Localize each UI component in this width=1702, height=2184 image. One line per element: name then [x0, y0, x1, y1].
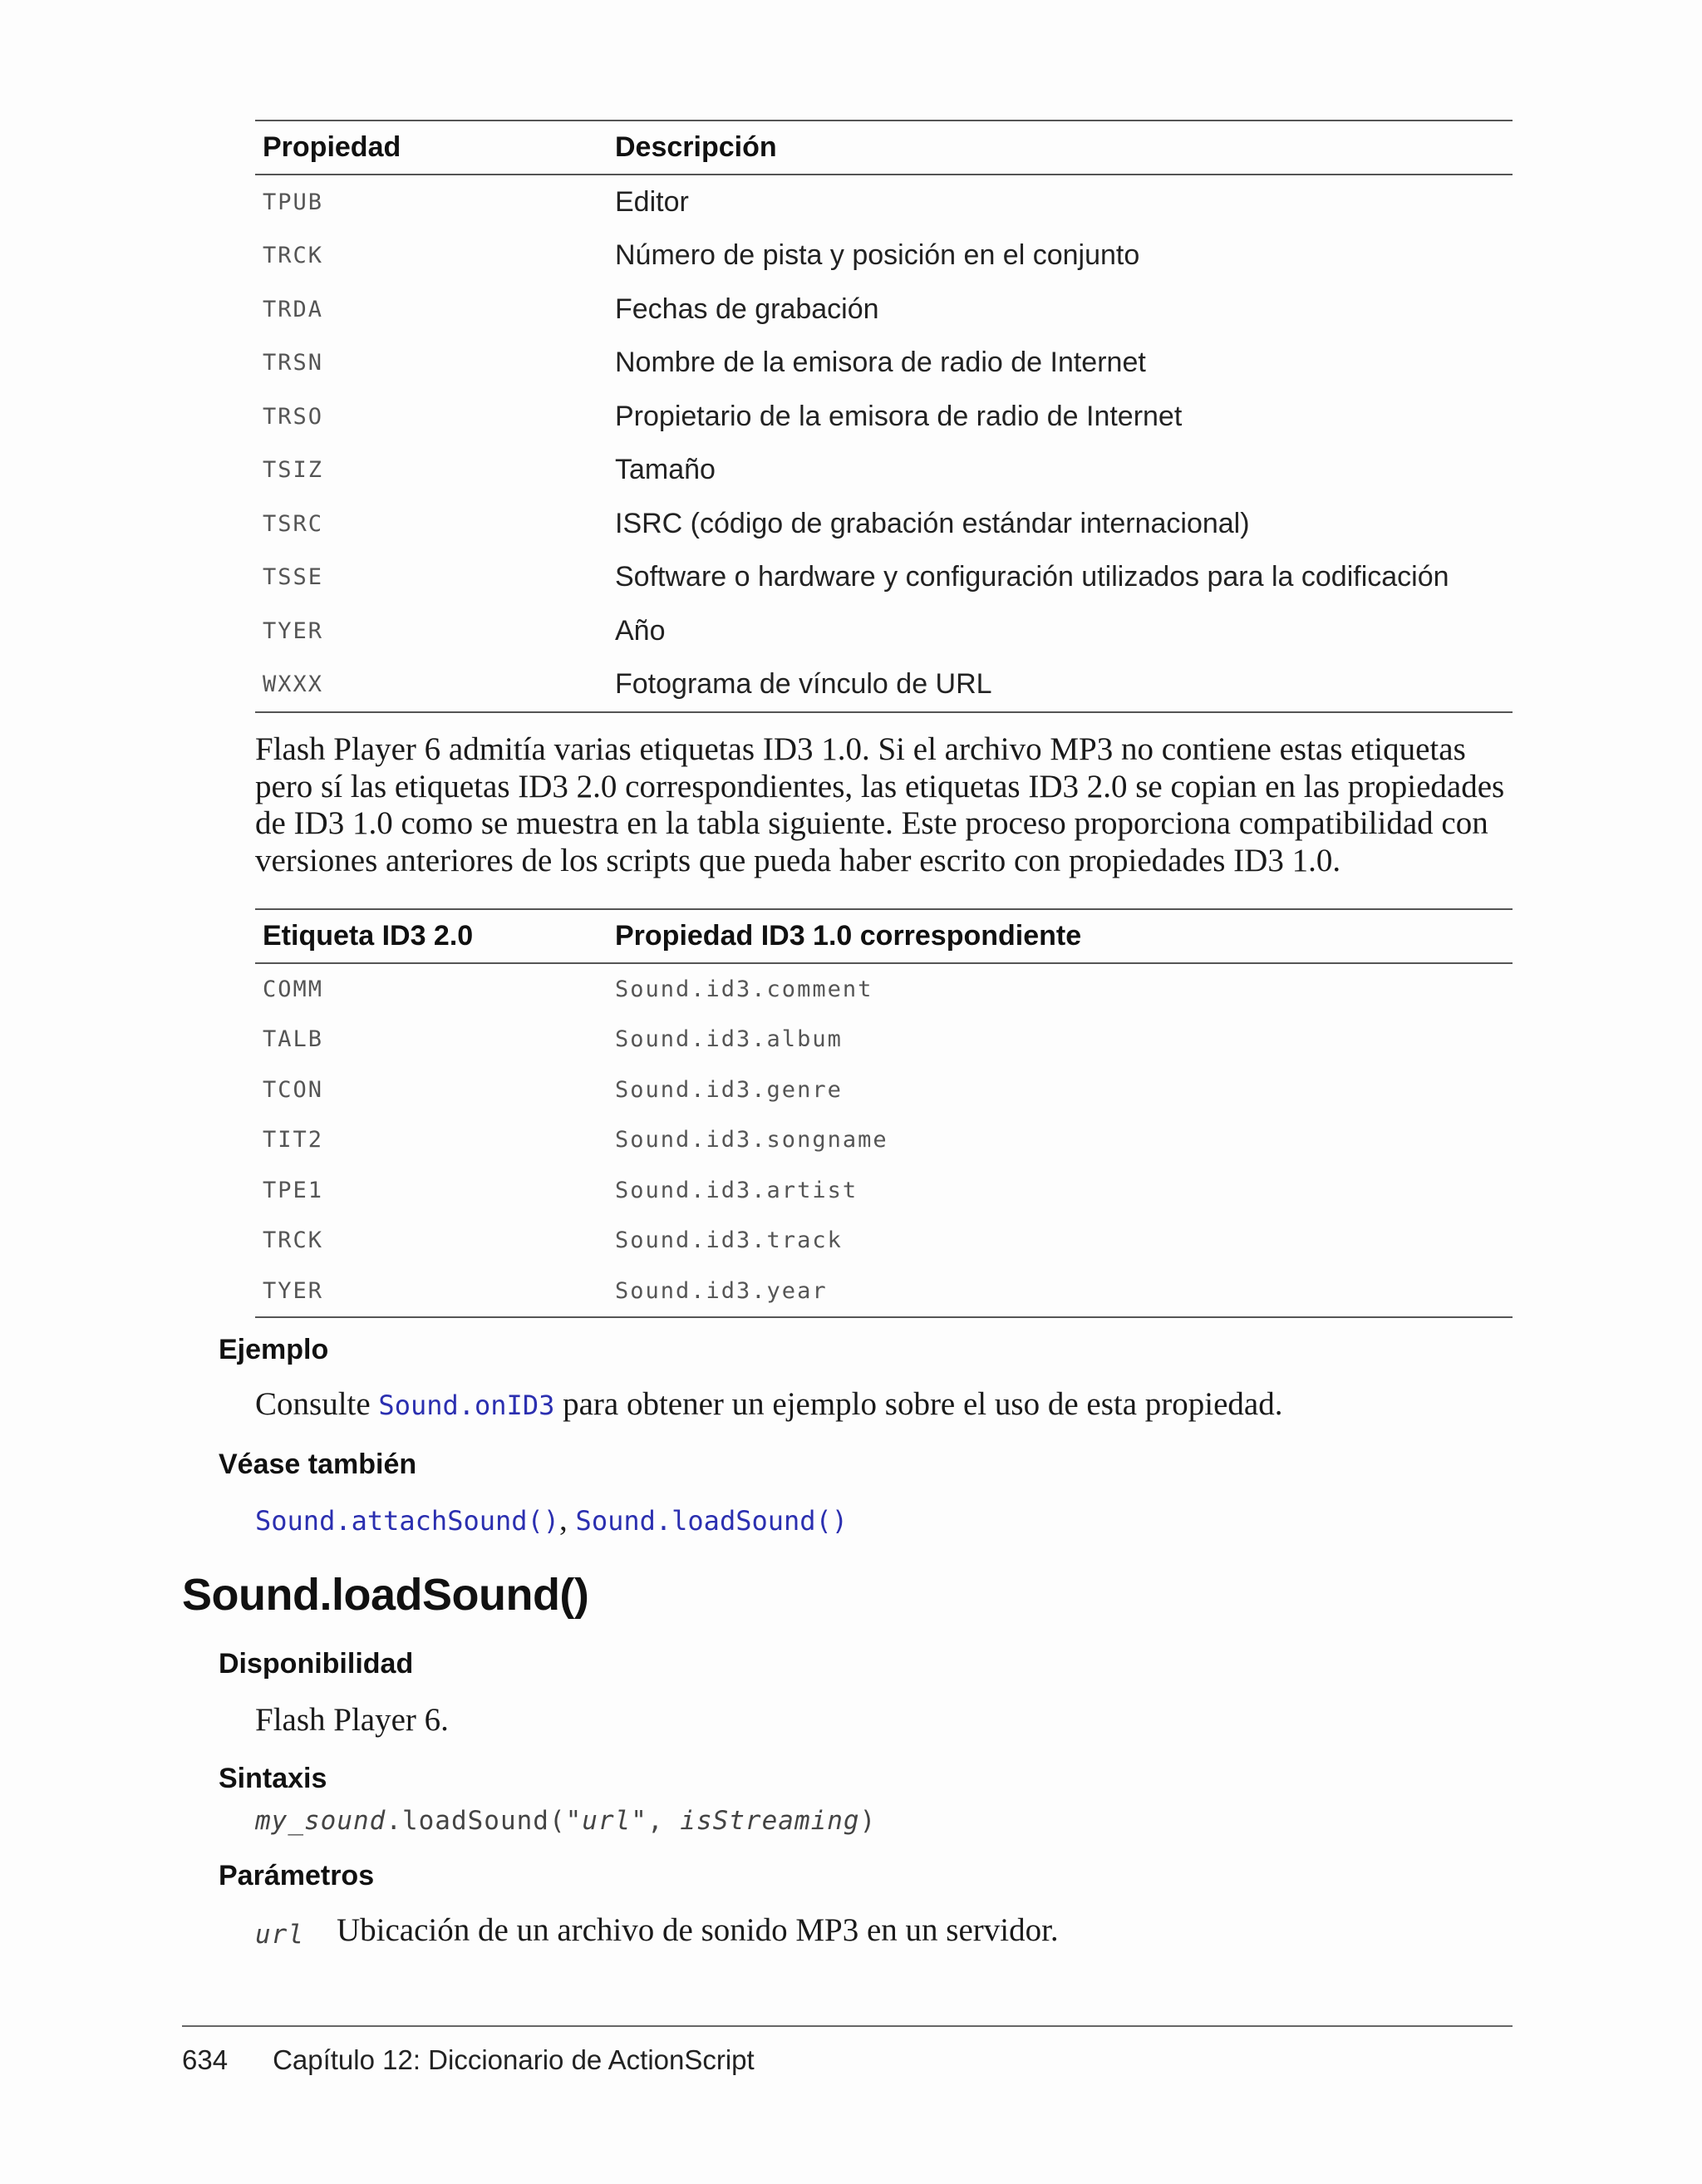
footer-rule	[182, 2025, 1513, 2027]
property-cell: TRCK	[263, 243, 324, 269]
property-cell: Sound.id3.year	[608, 1266, 1513, 1317]
property-cell: Sound.id3.artist	[615, 1177, 858, 1203]
table-row	[255, 175, 1513, 229]
table-row	[255, 390, 1513, 444]
property-cell: WXXX	[255, 658, 608, 713]
table-row	[255, 658, 1513, 713]
availability-text: Flash Player 6.	[255, 1702, 449, 1738]
syntax-arg-url: url	[582, 1806, 632, 1836]
table-row	[255, 604, 1513, 658]
property-cell: TRSN	[263, 350, 324, 376]
table-row	[255, 229, 1513, 283]
table-row	[255, 1065, 1513, 1115]
page-footer	[182, 2044, 755, 2076]
table-header-row	[255, 909, 1513, 963]
property-cell: TPUB	[263, 189, 324, 215]
property-cell: TRSO	[263, 403, 324, 430]
table-row	[255, 1266, 1513, 1317]
example-text	[255, 1385, 1282, 1423]
property-cell: TYER	[263, 617, 324, 644]
table-row	[255, 283, 1513, 337]
availability-heading: Disponibilidad	[219, 1648, 414, 1680]
description-cell: Fechas de grabación	[615, 293, 879, 325]
syntax-end: )	[859, 1806, 877, 1836]
property-cell: Sound.id3.comment	[615, 976, 873, 1002]
column-header: Etiqueta ID3 2.0	[255, 909, 608, 963]
table-header-row	[255, 121, 1513, 175]
table-row	[255, 1165, 1513, 1216]
tag-cell: COMM	[263, 976, 324, 1002]
description-cell: Software o hardware y configuración utilizados para la codificación	[615, 561, 1449, 593]
column-header: Descripción	[608, 121, 1513, 175]
description-cell: Año	[615, 614, 666, 647]
property-cell: TSIZ	[263, 457, 324, 484]
table-row	[255, 1015, 1513, 1065]
id3-properties-table	[255, 120, 1513, 713]
compatibility-paragraph: Flash Player 6 admitía varias etiquetas ID3 1.0. Si el archivo MP3 no contiene estas etiquetas pero sí las etiquetas ID3 2.0 correspondientes, las etiquetas ID3 2.0 se copian en las propiedades de ID3 1.0 como se muestra en la tabla siguiente. Este proceso proporciona compatibilidad con versiones anteriores de los scripts que pueda haber escrito con propiedades ID3 1.0.	[255, 731, 1505, 878]
attach-sound-link[interactable]: Sound.attachSound()	[255, 1505, 560, 1537]
property-cell: Sound.id3.album	[615, 1026, 843, 1053]
property-cell: TRDA	[263, 296, 324, 322]
example-suffix: para obtener un ejemplo sobre el uso de esta propiedad.	[554, 1386, 1283, 1422]
table-row	[255, 1216, 1513, 1267]
description-cell: Tamaño	[615, 454, 716, 486]
load-sound-link[interactable]: Sound.loadSound()	[575, 1505, 849, 1537]
syntax-heading: Sintaxis	[219, 1763, 327, 1794]
syntax-object: my_sound	[255, 1806, 386, 1836]
table-row	[255, 1115, 1513, 1166]
syntax-arg-isstreaming: isStreaming	[680, 1806, 860, 1836]
table-row	[255, 497, 1513, 551]
id3-mapping-table	[255, 908, 1513, 1318]
table-row	[255, 337, 1513, 391]
property-cell: TSSE	[263, 564, 324, 591]
table-row	[255, 444, 1513, 498]
description-cell: Nombre de la emisora de radio de Internet	[615, 347, 1146, 379]
table-row	[255, 551, 1513, 605]
description-cell: Número de pista y posición en el conjunto	[615, 239, 1140, 272]
see-also-links	[255, 1501, 848, 1538]
example-heading: Ejemplo	[219, 1334, 329, 1365]
syntax-method: .loadSound("	[386, 1806, 583, 1836]
property-cell: Sound.id3.songname	[615, 1127, 888, 1153]
tag-cell: TYER	[255, 1266, 608, 1317]
property-cell: TSRC	[263, 510, 324, 537]
tag-cell: TCON	[263, 1076, 324, 1103]
tag-cell: TIT2	[263, 1127, 324, 1153]
syntax-code	[255, 1806, 876, 1836]
column-header: Propiedad ID3 1.0 correspondiente	[608, 909, 1513, 963]
description-cell: Fotograma de vínculo de URL	[608, 658, 1513, 713]
chapter-title: Capítulo 12: Diccionario de ActionScript	[273, 2044, 755, 2075]
table-row	[255, 963, 1513, 1015]
parameter-description: Ubicación de un archivo de sonido MP3 en un servidor.	[337, 1912, 1059, 1948]
syntax-mid: ",	[631, 1806, 681, 1836]
description-cell: Propietario de la emisora de radio de Internet	[615, 400, 1183, 432]
section-title: Sound.loadSound()	[182, 1570, 589, 1620]
page-number: 634	[182, 2044, 229, 2075]
tag-cell: TALB	[263, 1026, 324, 1053]
description-cell: Editor	[615, 185, 689, 218]
parameter-name: url	[255, 1920, 304, 1950]
see-also-heading: Véase también	[219, 1449, 417, 1480]
sound-onid3-link[interactable]: Sound.onID3	[378, 1390, 555, 1421]
tag-cell: TRCK	[263, 1227, 324, 1254]
example-prefix: Consulte	[255, 1386, 379, 1422]
property-cell: Sound.id3.genre	[615, 1076, 843, 1103]
property-cell: Sound.id3.track	[615, 1227, 843, 1254]
parameters-heading: Parámetros	[219, 1860, 375, 1891]
tag-cell: TPE1	[263, 1177, 324, 1203]
description-cell: ISRC (código de grabación estándar internacional)	[615, 507, 1250, 539]
see-also-separator: ,	[559, 1502, 576, 1537]
column-header: Propiedad	[255, 121, 608, 175]
